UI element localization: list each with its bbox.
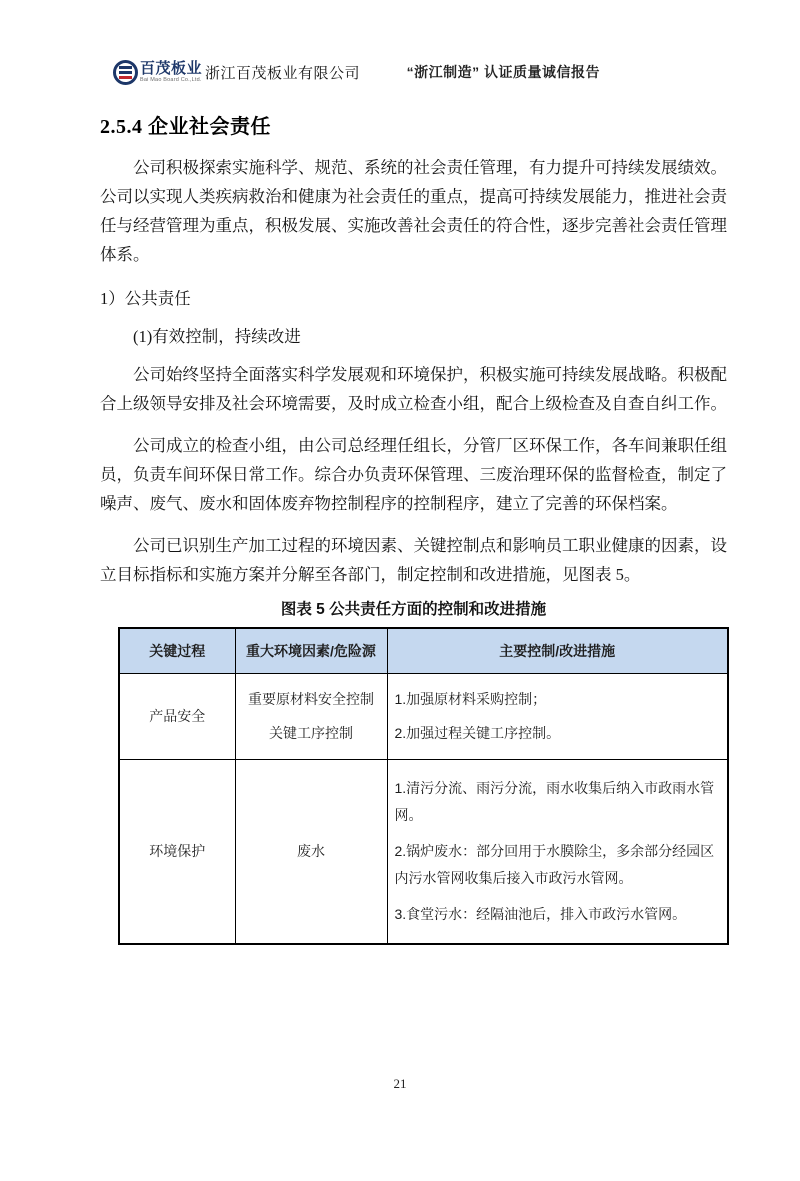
company-brand [113, 60, 360, 85]
list-item-heading: 1）公共责任 [100, 289, 191, 308]
page-footer [0, 1076, 800, 1092]
page-number: 21 [393, 1076, 407, 1091]
logo-bar [119, 66, 132, 69]
column-header-key-process: 关键过程 [119, 628, 235, 673]
cell-measures [387, 673, 728, 759]
paragraph: 公司已识别生产加工过程的环境因素、关键控制点和影响员工职业健康的因素，设立目标指标和实施方案并分解至各部门，制定控制和改进措施，见图表 5。 [100, 536, 727, 584]
column-header-control-measures: 主要控制/改进措施 [387, 628, 728, 673]
cell-factors [235, 673, 387, 759]
factor-line: 关键工序控制 [269, 725, 353, 741]
logo-brand-subtext: Bai Mao Board Co.,Ltd. [140, 76, 202, 83]
document-body [100, 114, 727, 945]
factor-line: 重要原材料安全控制 [248, 691, 374, 707]
sub-item-heading: (1)有效控制，持续改进 [133, 327, 301, 346]
logo-wordmark [140, 61, 202, 84]
paragraph: 公司成立的检查小组，由公司总经理任组长，分管厂区环保工作，各车间兼职任组员，负责车间环保日常工作。综合办负责环保管理、三废治理环保的监督检查，制定了噪声、废气、废水和固体废弃物控制程序的控制程序，建立了完善的环保档案。 [100, 436, 727, 513]
measure-line: 2.锅炉废水：部分回用于水膜除尘，多余部分经园区内污水管网收集后接入市政污水管网。 [394, 842, 715, 886]
column-header-hazard-source: 重大环境因素/危险源 [235, 628, 387, 673]
cell-process: 产品安全 [119, 673, 235, 759]
page-header [113, 50, 700, 94]
cell-measures [387, 759, 728, 944]
company-name: 浙江百茂板业有限公司 [205, 64, 361, 82]
measure-line: 1.清污分流、雨污分流，雨水收集后纳入市政雨水管网。 [394, 779, 715, 823]
logo-brand-name: 百茂板业 [140, 59, 203, 77]
table-row [119, 673, 728, 759]
paragraph: 公司积极探索实施科学、规范、系统的社会责任管理，有力提升可持续发展绩效。公司以实现人类疾病救治和健康为社会责任的重点，提高可持续发展能力，推进社会责任与经营管理为重点，积极发展、实施改善社会责任的符合性，逐步完善社会责任管理体系。 [100, 158, 727, 264]
control-measures-table [118, 627, 729, 945]
table-row [119, 759, 728, 944]
section-heading: 2.5.4 企业社会责任 [100, 116, 271, 138]
table-header-row [119, 628, 728, 673]
cell-process: 环境保护 [119, 759, 235, 944]
logo-bar [119, 71, 132, 74]
report-title: “浙江制造” 认证质量诚信报告 [406, 64, 600, 80]
measure-line: 2.加强过程关键工序控制。 [394, 725, 561, 741]
measure-line: 1.加强原材料采购控制； [394, 691, 547, 707]
company-logo-icon [113, 60, 138, 85]
document-page [0, 50, 800, 1181]
logo-bar [119, 76, 132, 79]
paragraph: 公司始终坚持全面落实科学发展观和环境保护，积极实施可持续发展战略。积极配合上级领导安排及社会环境需要，及时成立检查小组，配合上级检查及自查自纠工作。 [100, 365, 727, 413]
table-caption: 图表 5 公共责任方面的控制和改进措施 [280, 601, 547, 618]
measure-line: 3.食堂污水：经隔油池后，排入市政污水管网。 [394, 905, 687, 922]
cell-factors: 废水 [235, 759, 387, 944]
